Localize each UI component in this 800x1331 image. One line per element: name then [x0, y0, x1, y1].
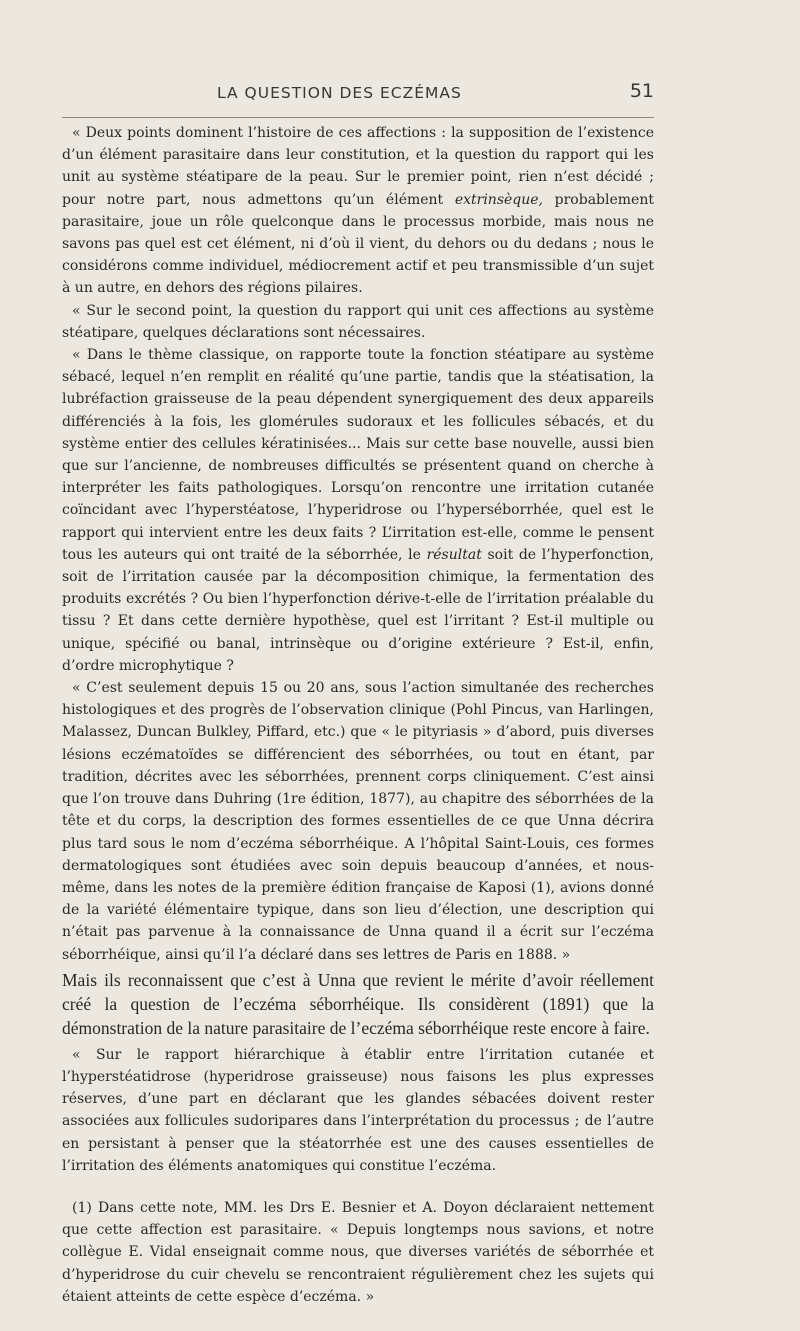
- running-title: LA QUESTION DES ECZÉMAS: [217, 84, 462, 102]
- paragraph-1-tail: probablement parasitaire, joue un rôle quelconque dans le processus morbide, mais nous ne savons pas quel est cet élément, ni d’où il vient, du dehors ou du dedans ; nous le considérons comme individuel, médiocrement actif et peu transmissible d’un sujet à un autre, en dehors des régions pilaires.: [62, 191, 654, 297]
- paragraph-2: « Sur le second point, la question du rapport qui unit ces affections au système stéatipare, quelques déclarations sont nécessaires.: [62, 302, 654, 341]
- paragraph-3: [62, 344, 654, 677]
- running-header: [62, 80, 654, 110]
- paragraph-3-emphasis: résultat: [426, 546, 482, 563]
- author-insertion: Mais ils reconnaissent que c’est à Unna que revient le mérite d’avoir réellement créé la question de l’eczéma séborrhéique. Ils considèrent (1891) que la démonstration de la nature parasitaire de l’eczéma séborrhéique reste encore à faire.: [62, 969, 654, 1038]
- paragraph-1-lead: « Deux points dominent l’histoire de ces affections : la supposition de l’existence d’un élément parasitaire dans leur constitution, et la question du rapport qui les unit au système stéatipare de la peau. Sur le premier point, rien n’est décidé ; pour notre part, nous admettons qu’un élément: [62, 125, 654, 208]
- paragraph-final: « Sur le rapport hiérarchique à établir entre l’irritation cutanée et l’hyperstéatidrose (hyperidrose graisseuse) nous faisons les plus expresses réserves, d’une part en déclarant que les glandes sébacées doivent rester associées aux follicules sudoripares dans l’interprétation du processus ; de l’autre en persistant à penser que la stéatorrhée est une des causes essentielles de l’irritation des éléments anatomiques qui constitue l’eczéma.: [62, 1046, 654, 1174]
- paragraph-3-tail: soit de l’hyperfonction, soit de l’irritation causée par la décomposition chimique, la fermentation des produits excrétés ? Ou bien l’hyperfonction dérive-t-elle de l’irritation préalable du tissu ? Et dans cette dernière hypothèse, quel est l’irritant ? Est-il multiple ou unique, spécifié ou banal, intrinsèque ou d’origine extérieure ? Est-il, enfin, d’ordre microphytique ?: [62, 546, 654, 674]
- body-text: [62, 122, 654, 1308]
- paragraph-3-lead: « Dans le thème classique, on rapporte toute la fonction stéatipare au système sébacé, lequel n’en remplit en réalité qu’une partie, tandis que la stéatisation, la lubréfaction graisseuse de la peau dépendent synergiquement des deux appareils différenciés à la fois, les glomérules sudoraux et les follicules sébacés, et du système entier des cellules kératinisées... Mais sur cette base nouvelle, aussi bien que sur l’ancienne, de nombreuses difficultés se présentent quand on cherche à interpréter les faits pathologiques. Lorsqu’on rencontre une irritation cutanée coïncidant avec l’hyperstéatose, l’hyperidrose ou l’hyperséborrhée, quel est le rapport qui intervient entre les deux faits ? L’irritation est-elle, comme le pensent tous les auteurs qui ont traité de la séborrhée, le: [62, 347, 654, 563]
- paragraph-1-emphasis: extrinsèque,: [454, 191, 544, 208]
- paragraph-1: [62, 122, 654, 300]
- page-number: 51: [629, 80, 654, 102]
- footnote: (1) Dans cette note, MM. les Drs E. Besnier et A. Doyon déclaraient nettement que cette affection est parasitaire. « Depuis longtemps nous savions, et notre collègue E. Vidal enseignait comme nous, que diverses variétés de séborrhée et d’hyperidrose du cuir chevelu se rencontraient régulièrement chez les sujets qui étaient atteints de cette espèce d’eczéma. »: [62, 1199, 654, 1305]
- header-rule: [62, 117, 654, 118]
- paragraph-4: « C’est seulement depuis 15 ou 20 ans, sous l’action simultanée des recherches histologiques et des progrès de l’observation clinique (Pohl Pincus, van Harlingen, Malassez, Duncan Bulkley, Piffard, etc.) que « le pityriasis » d’abord, puis diverses lésions eczématoïdes se différencient des séborrhées, ou tout en étant, par tradition, décrites avec les séborrhées, prennent corps cliniquement. C’est ainsi que l’on trouve dans Duhring (1re édition, 1877), au chapitre des séborrhées de la tête et du corps, la description des formes essentielles de ce que Unna décrira plus tard sous le nom d’eczéma séborrhéique. A l’hôpital Saint-Louis, ces formes dermatologiques sont étudiées avec soin depuis beaucoup d’années, et nous-même, dans les notes de la première édition française de Kaposi (1), avions donné de la variété élémentaire typique, dans son lieu d’élection, une description qui n’était pas parvenue à la connaissance de Unna quand il a écrit sur l’eczéma séborrhéique, ainsi qu’il l’a déclaré dans ses lettres de Paris en 1888. »: [62, 680, 654, 963]
